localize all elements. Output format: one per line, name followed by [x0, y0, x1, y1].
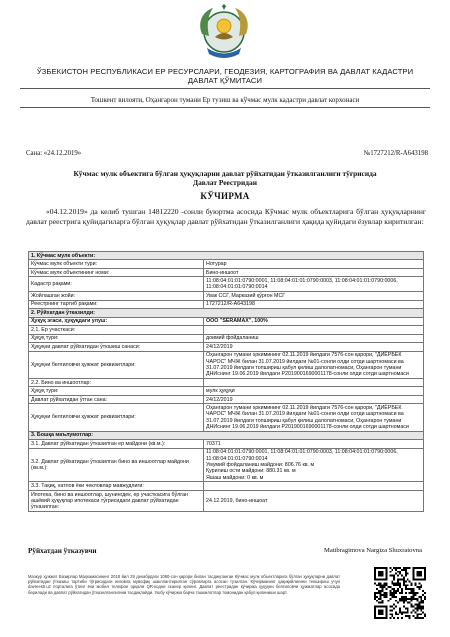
- row-label: Кадастр рақами:: [29, 277, 204, 292]
- row-value: 24/12/2019: [204, 343, 424, 351]
- section-title: 3. Бошқа маълумотлар:: [29, 431, 424, 439]
- row-value: [204, 482, 424, 490]
- row-label: Реестрнинг тартиб рақами:: [29, 300, 204, 308]
- document-number: №1727212/R-A643198: [363, 150, 428, 157]
- section-header: [29, 431, 424, 439]
- header-divider-bottom: [20, 107, 430, 108]
- row-value: Оҳангарон тумани ҳокимининг 02.11.2019 йилдаги 7576-сон қарори, "ДИЁРБЕК ЧАРОС" МЧЖ билан 31.07.2019 йилдаги №01-сонли олди сотди шартномаси ва 31.07.2019 йилдаги топшириш қабул қилиш далолатномаси, Оҳангарон тумани ДНИснинг 19.06.2019 йилдаги Р2019001690001178-сонли олди сотди шартномаси: [204, 404, 424, 431]
- row-value: доимий фойдаланиш: [204, 334, 424, 342]
- registrar-name: Matibragimova Nargiza Shuxratovna: [323, 547, 422, 554]
- table-row: [29, 317, 424, 325]
- state-emblem-icon: [193, 4, 255, 62]
- intro-paragraph: «04.12.2019» да келиб тушган 14812220 -сонли буюртма асосида Кўчмас мулк объектларига бўлган ҳуқуқларнинг давлат реестрига қуйидагиларга бўлган ҳуқуқлар давлат рўйхатидан ўтказилганлиги ҳақида қуйидаги ёзувлар киритилган:: [26, 207, 426, 227]
- row-value-line: Умумий фойдаланиш майдони: 806.76 кв. м: [206, 461, 315, 468]
- footer-note: Мазкур ҳужжат Вазирлар Маҳкамасининг 2018 йил 29 декабрдаги 1060-сон қарори билан тасдиқланган Кўчмас мулк объектларига бўлган ҳуқуқларни давлат рўйхатидан ўтказиш тартиби тўғрисидаги низомга мувофиқ шакллантирилган сўровларга асосан тузилган. Кўчирманинг ҳақиқийлигини текшириш учун davreestr.uz порталига ўтинг ёки мобил телефон орқали QR-кодни сканер қилинг. Давлат реестридан кўчирма ҳуқуқни белгиловчи ҳужжатлар асосида берилади ва давлат рўйхатидан ўтказилганлигини тасдиқлайди. Ушбу кўчирма барча ташкилотлар томонидан қабул қилиниши шарт.: [28, 574, 340, 595]
- organization-name-line2: ДАВЛАТ ҚЎМИТАСИ: [187, 76, 263, 85]
- section-header: [29, 252, 424, 260]
- row-value: Увак ССГ, Марказий қўрғон МСГ: [204, 292, 424, 300]
- table-row: [29, 404, 424, 431]
- table-row: [29, 387, 424, 395]
- row-label: Ҳуқуқ тури:: [29, 387, 204, 395]
- row-label: Кўчмас мулк объекти тури:: [29, 260, 204, 268]
- row-value: 70371: [204, 440, 424, 448]
- row-label: Ҳуқуқ тури:: [29, 334, 204, 342]
- regional-office: Тошкент вилояти, Оҳангарон тумани Ер тузиш ва кўчмас мулк кадастри давлат корхонаси: [90, 96, 360, 104]
- row-value: Оҳангарон тумани ҳокимининг 02.11.2019 йилдаги 7576-сон қарори, "ДИЁРБЕК ЧАРОС" МЧЖ билан 31.07.2019 йилдаги №01-сонли олди сотди шартномаси ва 31.07.2019 йилдаги топшириш қабул қилиш далолатномаси, Оҳангарон тумани ДНИснинг 19.06.2019 йилдаги Р2019001690001178-сонли олди сотди шартномаси: [204, 351, 424, 378]
- section-title: 1. Кўчмас мулк объекти:: [29, 252, 424, 260]
- registrar-label: Рўйхатдан ўтказувчи: [28, 547, 97, 555]
- organization-name-line1: ЎЗБЕКИСТОН РЕСПУБЛИКАСИ ЕР РЕСУРСЛАРИ, ГЕОДЕЗИЯ, КАРТОГРАФИЯ ВА ДАВЛАТ КАДАСТРИ: [36, 67, 414, 76]
- row-label: Ипотека, бино ва иншоотлар, шунингдек, ер участкасига бўлган ашёвий ҳуқуқлар ипотекаси тўғрисидаги давлат рўйхатидан ўтказилган:: [29, 490, 204, 511]
- table-row: [29, 334, 424, 342]
- row-value: 24/12/2019: [204, 395, 424, 403]
- row-label: 2.1. Ер участкаси:: [29, 326, 204, 334]
- row-label: 3.1. Давлат рўйхатидан ўтказилган ер майдони (кв.м.):: [29, 440, 204, 448]
- row-value: ООО "SERAMAX", 100%: [204, 317, 424, 325]
- document-heading: КЎЧИРМА: [200, 191, 250, 201]
- row-label: Ҳуқуқни давлат рўйхатидан ўтказиш санаси:: [29, 343, 204, 351]
- table-row: [29, 260, 424, 268]
- row-label: Ҳуқуқни белгиловчи ҳужжат реквизитлари:: [29, 404, 204, 431]
- table-row: [29, 343, 424, 351]
- row-label: 3.2. Давлат рўйхатидан ўтказилган бино ва иншоотлар майдони (кв.м.):: [29, 448, 204, 482]
- row-value-line: Яшаш майдони: 0 кв. м: [206, 474, 264, 481]
- row-value-line: Қурилиш ости майдони: 880.31 кв. м: [206, 468, 296, 475]
- row-value: 11:08:04:01:01:0790:0001, 11:08:04:01:01:0790:0003, 11:08:04:01:01:0790:0006, 11:08:04:01:01:0790:0014: [204, 277, 424, 292]
- section-header: [29, 309, 424, 317]
- row-value: Нотурар: [204, 260, 424, 268]
- row-value: Бино-иншоот: [204, 268, 424, 276]
- table-row: [29, 351, 424, 378]
- row-value: 1727212/R-A643198: [204, 300, 424, 308]
- row-value: 24.12.2019, бино-иншоат: [204, 490, 424, 511]
- row-label: Давлат рўйхатидан ўтган сана:: [29, 395, 204, 403]
- row-label: 3.3. Тақиқ, хатлов ёки чекловлар мавжудлиги:: [29, 482, 204, 490]
- qr-code-icon[interactable]: [372, 565, 428, 621]
- section-title: 2. Рўйхатдан ўтказилди:: [29, 309, 424, 317]
- table-row: [29, 300, 424, 308]
- registry-table-body: [29, 252, 424, 512]
- table-row: [29, 268, 424, 276]
- row-value: [204, 448, 424, 482]
- table-row: [29, 326, 424, 334]
- title-line1: Кўчмас мулк объектига бўлган ҳуқуқларни давлат рўйхатидан ўтказилганлиги тўғрисида: [73, 169, 377, 178]
- header-divider-top: [20, 88, 430, 89]
- row-label: Жойлашган жойи:: [29, 292, 204, 300]
- table-row: [29, 440, 424, 448]
- row-value-line: 11:08:04:01:01:0790:0001, 11:08:04:01:01:0790:0003, 11:08:04:01:01:0790:0006, 11:08:04:01:01:0790:0014: [206, 449, 398, 462]
- row-label: Кўчмас мулк объектининг номи:: [29, 268, 204, 276]
- row-label: Ҳуқуқ эгаси, ҳуқуқдаги улуш:: [29, 317, 204, 325]
- table-row: [29, 277, 424, 292]
- row-value: [204, 326, 424, 334]
- row-value: мулк ҳуқуқи: [204, 387, 424, 395]
- table-row: [29, 482, 424, 490]
- table-row: [29, 448, 424, 482]
- row-value: [204, 379, 424, 387]
- row-label: 2.2. Бино ва иншоотлар:: [29, 379, 204, 387]
- table-row: [29, 395, 424, 403]
- table-row: [29, 379, 424, 387]
- registry-table: [28, 251, 424, 512]
- title-line2: Давлат Реестридан: [193, 178, 257, 187]
- row-label: Ҳуқуқни белгиловчи ҳужжат реквизитлари:: [29, 351, 204, 378]
- document-date: Сана: «24.12.2019»: [26, 150, 82, 157]
- table-row: [29, 292, 424, 300]
- table-row: [29, 490, 424, 511]
